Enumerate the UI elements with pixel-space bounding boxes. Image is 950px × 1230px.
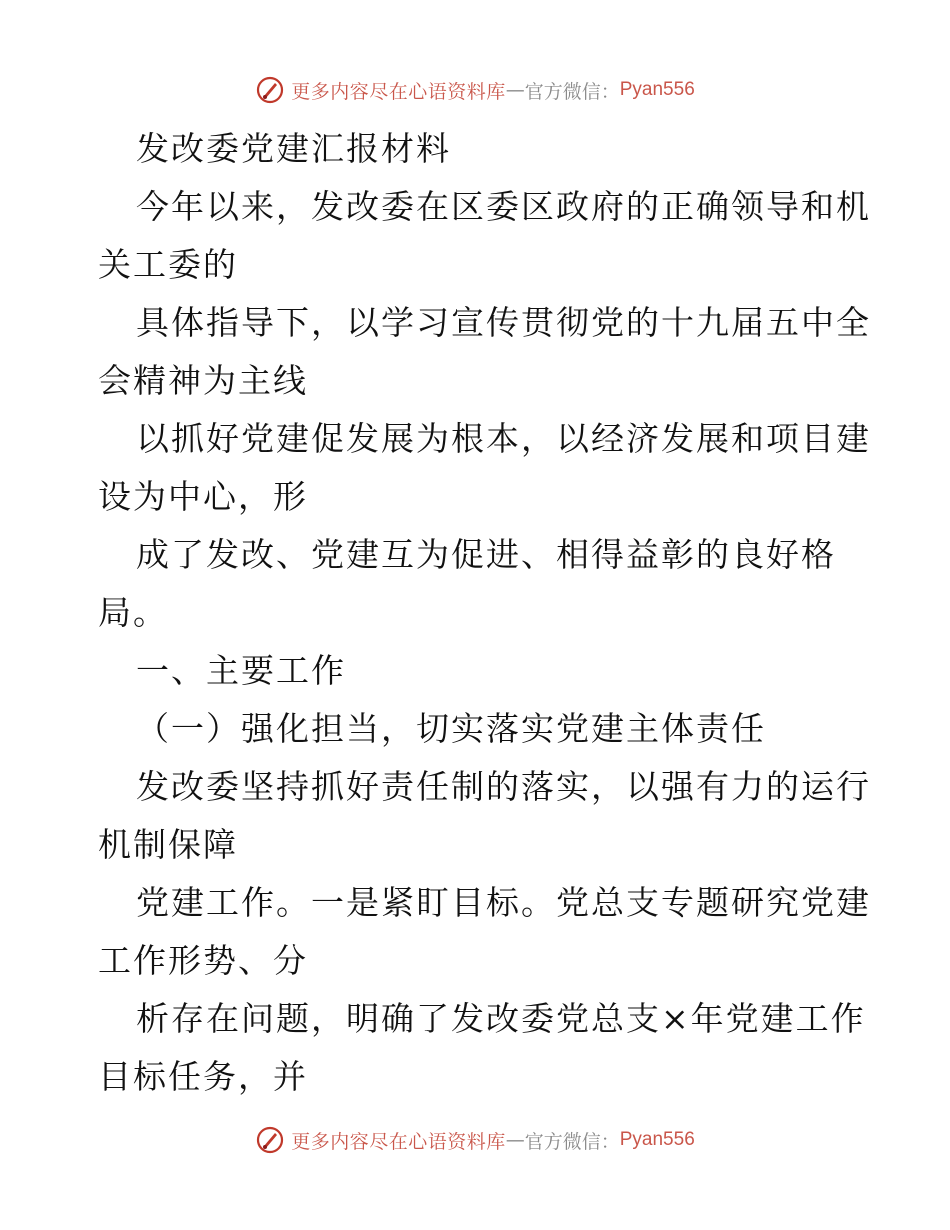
section-heading: 一、主要工作 [136, 651, 346, 690]
paragraph-line: 关工委的 [98, 245, 238, 284]
quill-seal-icon [255, 75, 285, 105]
paragraph-line: 局。 [98, 593, 168, 632]
paragraph-line: 具体指导下，以学习宣传贯彻党的十九届五中全 [136, 303, 871, 342]
paragraph-line: 成了发改、党建互为促进、相得益彰的良好格 [136, 535, 836, 574]
paragraph-line: 设为中心，形 [98, 477, 308, 516]
paragraph-line: 发改委坚持抓好责任制的落实，以强有力的运行 [136, 767, 871, 806]
document-body [98, 120, 871, 1106]
paragraph-line: 以抓好党建促发展为根本，以经济发展和项目建 [136, 419, 871, 458]
paragraph-line: 今年以来，发改委在区委区政府的正确领导和机 [136, 187, 871, 226]
quill-seal-icon [255, 1125, 285, 1155]
paragraph-line: 党建工作。一是紧盯目标。党总支专题研究党建 [136, 883, 871, 922]
paragraph-line: 析存在问题，明确了发改委党总支×年党建工作 [136, 999, 866, 1038]
watermark-brand-text: 更多内容尽在心语资料库 [291, 1130, 506, 1153]
paragraph-line: 工作形势、分 [98, 941, 308, 980]
watermark-wechat-label: 官方微信： [524, 1130, 620, 1153]
document-title: 发改委党建汇报材料 [136, 129, 451, 168]
subsection-heading: （一）强化担当，切实落实党建主体责任 [136, 709, 766, 748]
watermark-separator: — [505, 1129, 525, 1151]
footer-watermark [0, 1120, 950, 1160]
watermark-wechat-id: Pyan556 [619, 1129, 695, 1150]
paragraph-line: 机制保障 [98, 825, 238, 864]
watermark-wechat-label: 官方微信： [524, 80, 620, 103]
watermark-separator: — [505, 79, 525, 101]
watermark-brand-text: 更多内容尽在心语资料库 [291, 80, 506, 103]
watermark-wechat-id: Pyan556 [619, 79, 695, 100]
header-watermark [0, 70, 950, 110]
paragraph-line: 目标任务，并 [98, 1057, 308, 1096]
paragraph-line: 会精神为主线 [98, 361, 308, 400]
